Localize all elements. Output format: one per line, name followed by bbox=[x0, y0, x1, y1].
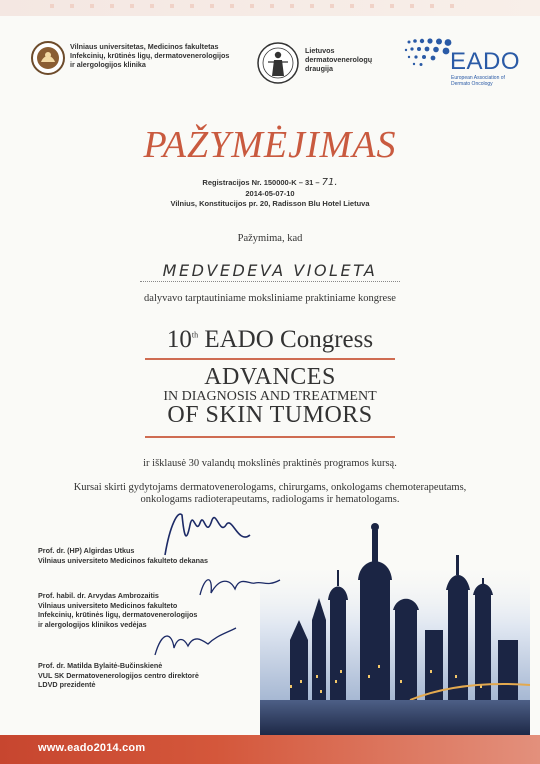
signatory-3-name: Prof. dr. Matilda Bylaitė-Bučinskienė bbox=[38, 661, 163, 670]
ldd-line-3: draugija bbox=[305, 64, 333, 73]
vilnius-university-text bbox=[70, 42, 255, 69]
divider-top bbox=[145, 358, 395, 360]
ldd-line-2: dermatovenerologų bbox=[305, 55, 373, 64]
signatory-2-role-3: ir alergologijos klinikos vedėjas bbox=[38, 619, 147, 629]
registration-number: 71. bbox=[321, 177, 338, 188]
courses-line-2: onkologams radioterapeutams, radiologams ir hematologams. bbox=[140, 493, 400, 505]
top-decor-bar bbox=[0, 0, 540, 16]
eado-wordmark: EADO bbox=[450, 48, 521, 75]
diagnosis-heading: IN DIAGNOSIS AND TREATMENT bbox=[163, 389, 377, 404]
congress-name: EADO Congress bbox=[198, 326, 374, 353]
signatory-2-role-1: Vilniaus universiteto Medicinos fakulteto bbox=[38, 600, 178, 610]
registration-line bbox=[0, 177, 540, 188]
event-venue: Vilnius, Konstitucijos pr. 20, Radisson Blu Hotel Lietuva bbox=[170, 199, 370, 208]
website-link[interactable]: www.eado2014.com bbox=[38, 742, 146, 754]
courses-line-1: Kursai skirti gydytojams dermatovenerologams, chirurgams, onkologams chemoterapeutams, bbox=[73, 482, 467, 493]
hours-text: ir išklausė 30 valandų mokslinės praktinės programos kursą. bbox=[143, 458, 397, 469]
signatory-3-role-1: VUL SK Dermatovenerologijos centro direktorė bbox=[38, 670, 199, 680]
vu-line-1: Vilniaus universitetas, Medicinos fakultetas bbox=[70, 42, 219, 51]
signatory-2 bbox=[38, 591, 197, 629]
ldd-society-logo bbox=[255, 40, 301, 86]
signatory-2-name: Prof. habil. dr. Arvydas Ambrozaitis bbox=[38, 591, 159, 600]
eado-sub-line-1: European Association of bbox=[451, 75, 505, 81]
eado-subtitle bbox=[451, 75, 511, 87]
vilnius-skyline-illustration bbox=[260, 500, 530, 735]
congress-number: 10 bbox=[166, 326, 192, 353]
eado-sub-line-2: Dermato Oncology bbox=[451, 81, 493, 87]
signatory-1-role: Vilniaus universiteto Medicinos fakulteto dekanas bbox=[38, 555, 209, 565]
vu-line-2: Infekcinių, krūtinės ligų, dermatovenerologijos bbox=[70, 51, 230, 60]
certificate-title: PAŽYMĖJIMAS bbox=[143, 124, 397, 166]
signatory-3-role-2: LDVD prezidentė bbox=[38, 680, 96, 689]
advances-heading: ADVANCES bbox=[204, 364, 336, 390]
skin-tumors-heading: OF SKIN TUMORS bbox=[167, 402, 373, 428]
ldd-line-1: Lietuvos bbox=[305, 46, 335, 55]
registration-prefix: Registracijos Nr. 150000-K – 31 – bbox=[202, 178, 320, 187]
congress-ordinal: th bbox=[191, 330, 199, 340]
signatory-2-role-2: Infekcinių, krūtinės ligų, dermatovenerologijos bbox=[38, 610, 198, 619]
signatory-1-name: Prof. dr. (HP) Algirdas Utkus bbox=[38, 546, 135, 555]
signature-ambrozaitis bbox=[195, 565, 285, 605]
congress-title bbox=[0, 326, 540, 354]
certifies-text: Pažymima, kad bbox=[237, 233, 303, 244]
signatory-1 bbox=[38, 546, 208, 565]
participation-text: dalyvavo tarptautiniame moksliniame praktiniame kongrese bbox=[144, 293, 396, 304]
eado-dots-logo bbox=[403, 38, 453, 78]
name-dotted-line bbox=[140, 281, 400, 282]
divider-bottom bbox=[145, 436, 395, 438]
recipient-name: MEDVEDEVA VIOLETA bbox=[162, 261, 378, 280]
signatory-3 bbox=[38, 661, 199, 690]
event-date: 2014-05-07-10 bbox=[245, 189, 295, 198]
vilnius-university-logo bbox=[30, 40, 66, 76]
ldd-society-text bbox=[305, 46, 395, 73]
vu-line-3: ir alergologijos klinika bbox=[70, 60, 146, 69]
